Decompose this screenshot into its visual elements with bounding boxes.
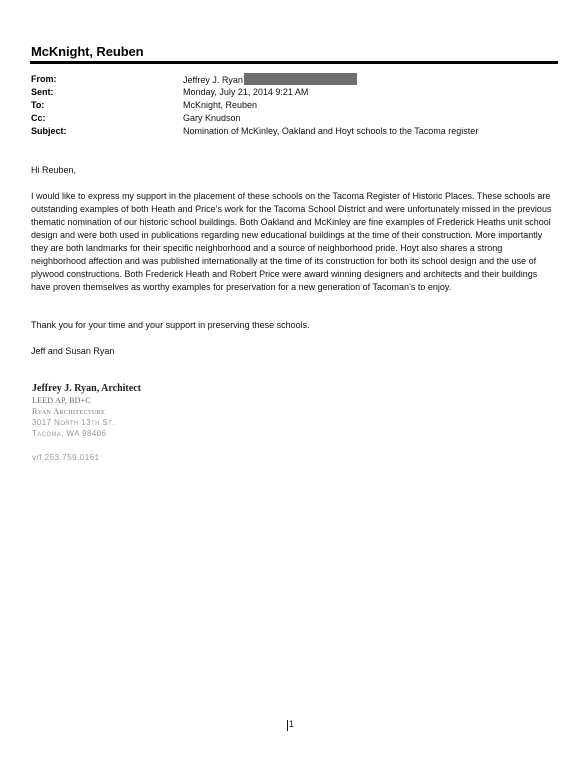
sent-label: Sent: — [31, 87, 54, 97]
redaction-block — [244, 73, 357, 85]
from-label: From: — [31, 74, 57, 84]
signature-city: Tacoma, WA 98406 — [32, 429, 107, 438]
cc-value: Gary Knudson — [183, 113, 241, 123]
email-header — [31, 73, 559, 138]
signature-credentials: LEED AP, BD+C — [32, 396, 91, 405]
cc-label: Cc: — [31, 113, 46, 123]
subject-label: Subject: — [31, 126, 67, 136]
cc-row — [31, 112, 559, 125]
email-closing: Jeff and Susan Ryan — [31, 346, 115, 356]
email-body-paragraph: I would like to express my support in the placement of these schools on the Tacoma Register of Historic Places. These schools are outstanding examples of both Heath and Price’s work for the Tacoma School District and were unfortunately missed in the previous thematic nomination of our historic school buildings. Both Oakland and McKinley are fine examples of Frederick Heaths unit school design and were both used in publications regarding new educational buildings at the time of their construction. More importantly they are both landmarks for their specific neighborhood and a source of neighborhood pride. Hoyt also shares a strong neighborhood affection and was published internationally at the time of its construction for both its school design and the use of plywood constructions. Both Frederick Heath and Robert Price were award winning designers and architects and their buildings have proven themselves as worthy examples for preservation for a new generation of Tacoman’s to enjoy. — [31, 191, 552, 292]
from-row — [31, 73, 559, 86]
subject-row — [31, 125, 559, 138]
email-thanks-paragraph: Thank you for your time and your support in preserving these schools. — [31, 320, 310, 330]
sent-value: Monday, July 21, 2014 9:21 AM — [183, 87, 309, 97]
to-row — [31, 99, 559, 112]
header-divider — [30, 61, 558, 64]
from-value-wrap — [183, 73, 357, 87]
from-value: Jeffrey J. Ryan — [183, 75, 243, 85]
subject-value: Nomination of McKinley, Oakland and Hoyt schools to the Tacoma register — [183, 126, 479, 136]
signature-name: Jeffrey J. Ryan, Architect — [32, 383, 141, 394]
mailbox-owner-name: McKnight, Reuben — [31, 44, 144, 59]
page-number: 1 — [289, 719, 295, 729]
signature-street: 3017 North 13th St. — [32, 418, 115, 427]
to-label: To: — [31, 100, 45, 110]
signature-firm: Ryan Architecture — [32, 407, 106, 416]
sent-row — [31, 86, 559, 99]
email-greeting: Hi Reuben, — [31, 165, 77, 175]
signature-phone: v/f 253.759.0161 — [32, 453, 100, 462]
to-value: McKnight, Reuben — [183, 100, 258, 110]
